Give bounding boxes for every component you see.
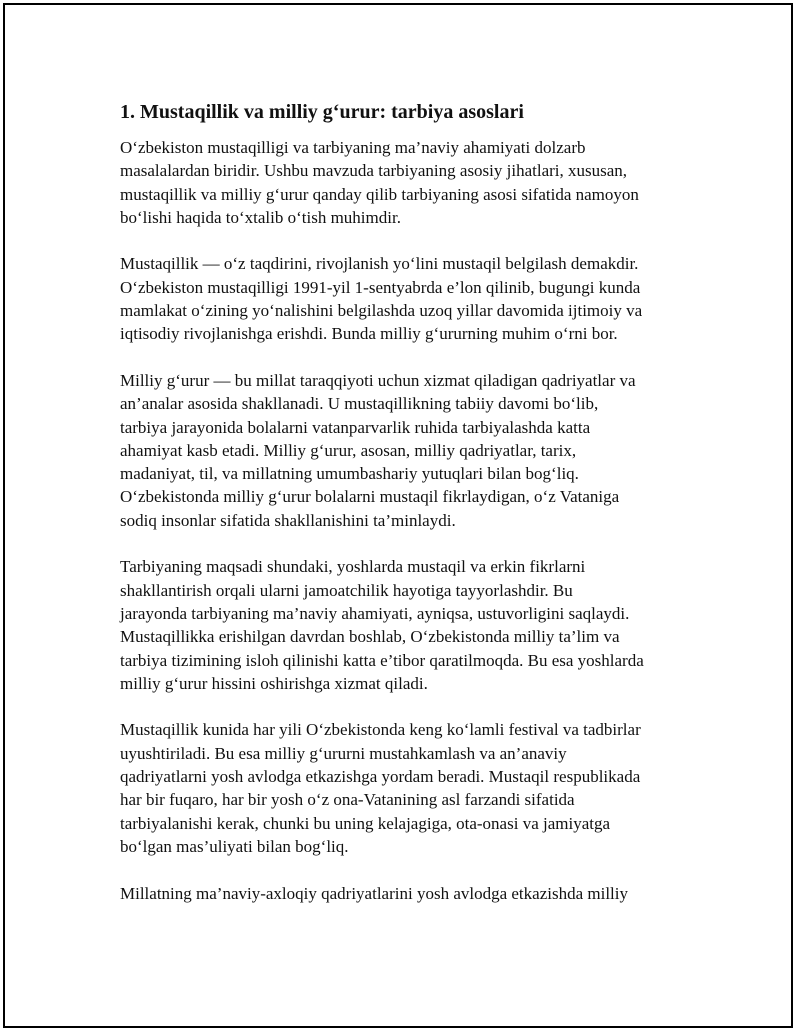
paragraph-3 [120,369,700,532]
paragraph-line: ahamiyat kasb etadi. Milliy g‘urur, asosan, milliy qadriyatlar, tarix, [120,440,577,460]
paragraph-line: O‘zbekistonda milliy g‘urur bolalarni mustaqil fikrlaydigan, o‘z Vataniga [120,487,620,507]
paragraph-line: O‘zbekiston mustaqilligi 1991-yil 1-sentyabrda e’lon qilinib, bugungi kunda [120,277,641,297]
paragraph-line: Mustaqillik — o‘z taqdirini, rivojlanish yo‘lini mustaqil belgilash demakdir. [120,254,639,274]
document-body [120,100,700,928]
paragraph-line: bo‘lgan mas’uliyati bilan bog‘liq. [120,836,349,856]
paragraph-line: Mustaqillik kunida har yili O‘zbekistonda keng ko‘lamli festival va tadbirlar [120,720,641,740]
paragraph-line: jarayonda tarbiyaning ma’naviy ahamiyati, ayniqsa, ustuvorligini saqlaydi. [120,603,630,623]
paragraph-line: O‘zbekiston mustaqilligi va tarbiyaning ma’naviy ahamiyati dolzarb [120,138,586,157]
paragraph-line: tarbiya jarayonida bolalarni vatanparvarlik ruhida tarbiyalashda katta [120,417,591,437]
paragraph-6 [120,882,700,905]
paragraph-5 [120,718,700,858]
paragraph-line: bo‘lishi haqida to‘xtalib o‘tish muhimdir. [120,207,401,227]
paragraph-line: iqtisodiy rivojlanishga erishdi. Bunda milliy g‘ururning muhim o‘rni bor. [120,324,618,344]
paragraph-2 [120,252,700,345]
paragraph-line: qadriyatlarni yosh avlodga etkazishga yordam beradi. Mustaqil respublikada [120,767,641,787]
paragraph-line: mustaqillik va milliy g‘urur qanday qilib tarbiyaning asosi sifatida namoyon [120,184,639,204]
section-heading: 1. Mustaqillik va milliy g‘urur: tarbiya asoslari [120,101,524,123]
paragraph-line: madaniyat, til, va millatning umumbashariy yutuqlari bilan bog‘liq. [120,464,579,484]
paragraph-line: uyushtiriladi. Bu esa milliy g‘ururni mustahkamlash va an’anaviy [120,743,567,763]
paragraph-line: masalalardan biridir. Ushbu mavzuda tarbiyaning asosiy jihatlari, xususan, [120,161,628,181]
paragraph-line: mamlakat o‘zining yo‘nalishini belgilashda uzoq yillar davomida ijtimoiy va [120,301,643,321]
paragraph-4 [120,555,700,695]
paragraph-line: tarbiya tizimining isloh qilinishi katta e’tibor qaratilmoqda. Bu esa yoshlarda [120,650,644,670]
paragraph-line: Tarbiyaning maqsadi shundaki, yoshlarda mustaqil va erkin fikrlarni [120,557,586,577]
paragraph-line: Milliy g‘urur — bu millat taraqqiyoti uchun xizmat qiladigan qadriyatlar va [120,370,636,390]
paragraph-1 [120,136,700,229]
paragraph-line: an’analar asosida shakllanadi. U mustaqillikning tabiiy davomi bo‘lib, [120,394,599,414]
paragraph-line: tarbiyalanishi kerak, chunki bu uning kelajagiga, ota-onasi va jamiyatga [120,813,611,833]
paragraph-line: milliy g‘urur hissini oshirishga xizmat qiladi. [120,673,428,693]
paragraph-line: shakllantirish orqali ularni jamoatchilik hayotiga tayyorlashdir. Bu [120,580,573,600]
paragraph-line: sodiq insonlar sifatida shakllanishini ta’minlaydi. [120,510,456,530]
paragraph-line: Millatning ma’naviy-axloqiy qadriyatlarini yosh avlodga etkazishda milliy [120,883,628,903]
page-frame [3,3,793,1028]
paragraph-line: Mustaqillikka erishilgan davrdan boshlab, O‘zbekistonda milliy ta’lim va [120,627,620,647]
paragraph-line: har bir fuqaro, har bir yosh o‘z ona-Vatanining asl farzandi sifatida [120,790,575,810]
